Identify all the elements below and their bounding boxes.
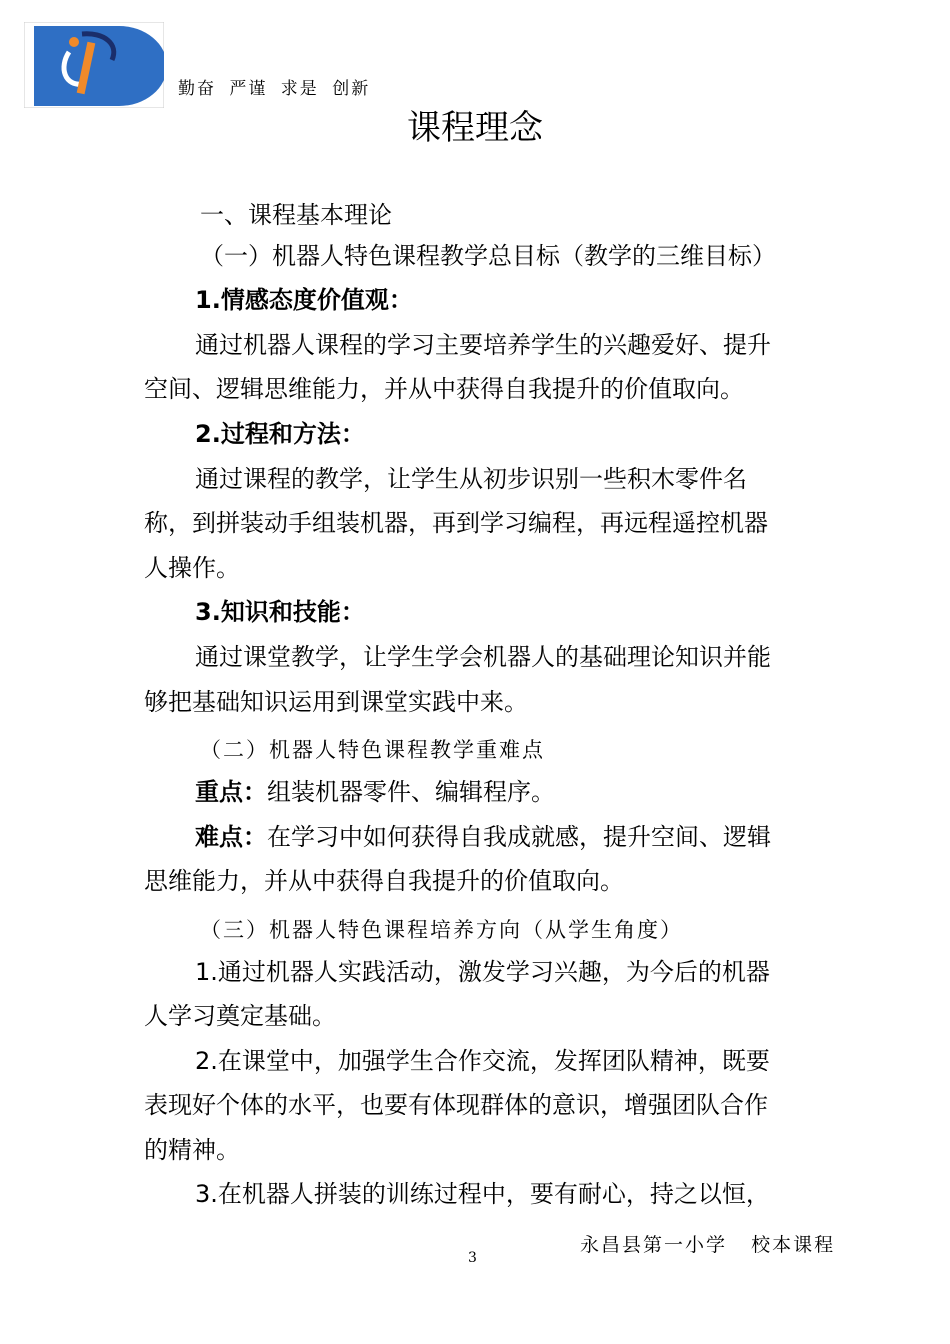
paragraph-line: 通过机器人课程的学习主要培养学生的兴趣爱好、提升: [195, 331, 771, 359]
school-logo: [24, 22, 164, 108]
subsection-heading: （三）机器人特色课程培养方向（从学生角度）: [200, 918, 683, 942]
paragraph-line: 表现好个体的水平，也要有体现群体的意识，增强团队合作: [144, 1091, 768, 1119]
difficulty-line: [195, 815, 771, 859]
section-heading: 一、课程基本理论: [200, 201, 392, 229]
page-number: 3: [468, 1250, 477, 1266]
paragraph-line: 空间、逻辑思维能力，并从中获得自我提升的价值取向。: [144, 375, 744, 403]
paragraph-line: 思维能力，并从中获得自我提升的价值取向。: [144, 867, 624, 895]
difficulty-label: 难点：: [195, 823, 267, 851]
paragraph-line: 2.在课堂中，加强学生合作交流，发挥团队精神，既要: [195, 1047, 770, 1075]
key-point-label: 重点：: [195, 778, 267, 806]
key-point-line: [195, 770, 555, 814]
paragraph-line: 通过课程的教学，让学生从初步识别一些积木零件名: [195, 465, 747, 493]
paragraph-line: 够把基础知识运用到课堂实践中来。: [144, 688, 528, 716]
goal-heading: 1.情感态度价值观：: [195, 286, 413, 314]
subsection-heading: （一）机器人特色课程教学总目标（教学的三维目标）: [200, 242, 776, 270]
paragraph-line: 通过课堂教学，让学生学会机器人的基础理论知识并能: [195, 643, 771, 671]
paragraph-line: 3.在机器人拼装的训练过程中，要有耐心，持之以恒，: [195, 1180, 770, 1208]
goal-heading: 3.知识和技能：: [195, 598, 365, 626]
difficulty-text: 在学习中如何获得自我成就感，提升空间、逻辑: [267, 823, 771, 851]
key-point-text: 组装机器零件、编辑程序。: [267, 778, 555, 806]
subsection-heading: （二）机器人特色课程教学重难点: [200, 738, 545, 762]
goal-heading: 2.过程和方法：: [195, 420, 365, 448]
paragraph-line: 的精神。: [144, 1136, 240, 1164]
paragraph-line: 1.通过机器人实践活动，激发学习兴趣，为今后的机器: [195, 958, 770, 986]
paragraph-line: 人操作。: [144, 554, 240, 582]
footer-school-name: 永昌县第一小学 校本课程: [580, 1234, 836, 1256]
school-motto: 勤奋 严谨 求是 创新: [178, 79, 371, 99]
page-title: 课程理念: [407, 108, 543, 148]
paragraph-line: 人学习奠定基础。: [144, 1002, 336, 1030]
paragraph-line: 称，到拼装动手组装机器，再到学习编程，再远程遥控机器: [144, 509, 768, 537]
